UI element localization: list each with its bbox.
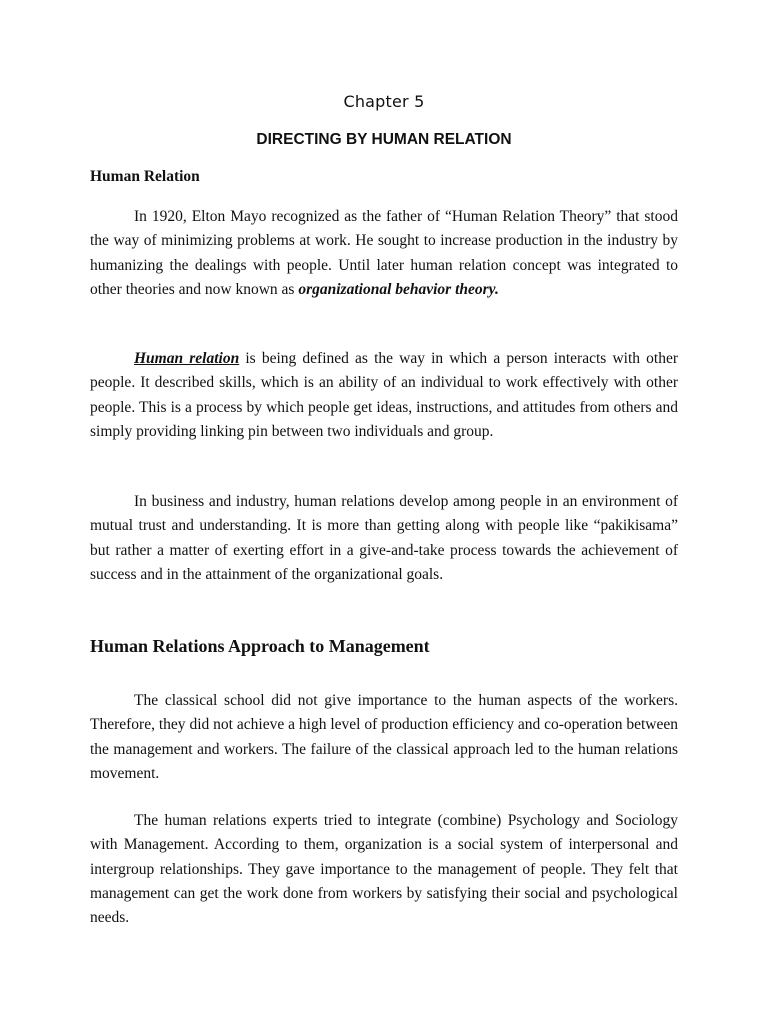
section-heading-human-relation: Human Relation: [90, 168, 200, 185]
chapter-title: DIRECTING BY HUMAN RELATION: [256, 131, 512, 148]
paragraph-classical-school: The classical school did not give importance to the human aspects of the workers. Therefore, they did not achieve a high level of production efficiency and co-operation between the management and workers. The failure of the classical approach led to the human relations movement.: [90, 692, 678, 782]
emphasis-human-relation: Human relation: [134, 350, 240, 367]
paragraph-text: is being defined as the way in which a person interacts with other people. It described skills, which is an ability of an individual to work effectively with other people. This is a process by which people get ideas, instructions, and attitudes from others and simply providing linking pin between two individuals and group.: [90, 350, 678, 440]
chapter-number: Chapter 5: [343, 92, 425, 111]
paragraph-business-industry: In business and industry, human relations develop among people in an environment of mutual trust and understanding. It is more than getting along with people like “pakikisama” but rather a matter of exerting effort in a give-and-take process towards the achievement of success and in the attainment of the organizational goals.: [90, 493, 678, 583]
paragraph-elton-mayo: [90, 205, 678, 302]
paragraph-human-relation-definition: [90, 347, 678, 444]
paragraph-human-relations-experts: The human relations experts tried to integrate (combine) Psychology and Sociology with Management. According to them, organization is a social system of interpersonal and intergroup relationships. They gave importance to the management of people. They felt that management can get the work done from workers by satisfying their social and psychological needs.: [90, 812, 678, 927]
paragraph-text: In 1920, Elton Mayo recognized as the father of “Human Relation Theory” that stood the way of minimizing problems at work. He sought to increase production in the industry by humanizing the dealings with people. Until later human relation concept was integrated to other theories and now known as: [90, 208, 678, 298]
emphasis-organizational-behavior-theory: organizational behavior theory.: [298, 280, 499, 298]
section-heading-human-relations-approach: Human Relations Approach to Management: [90, 636, 430, 656]
